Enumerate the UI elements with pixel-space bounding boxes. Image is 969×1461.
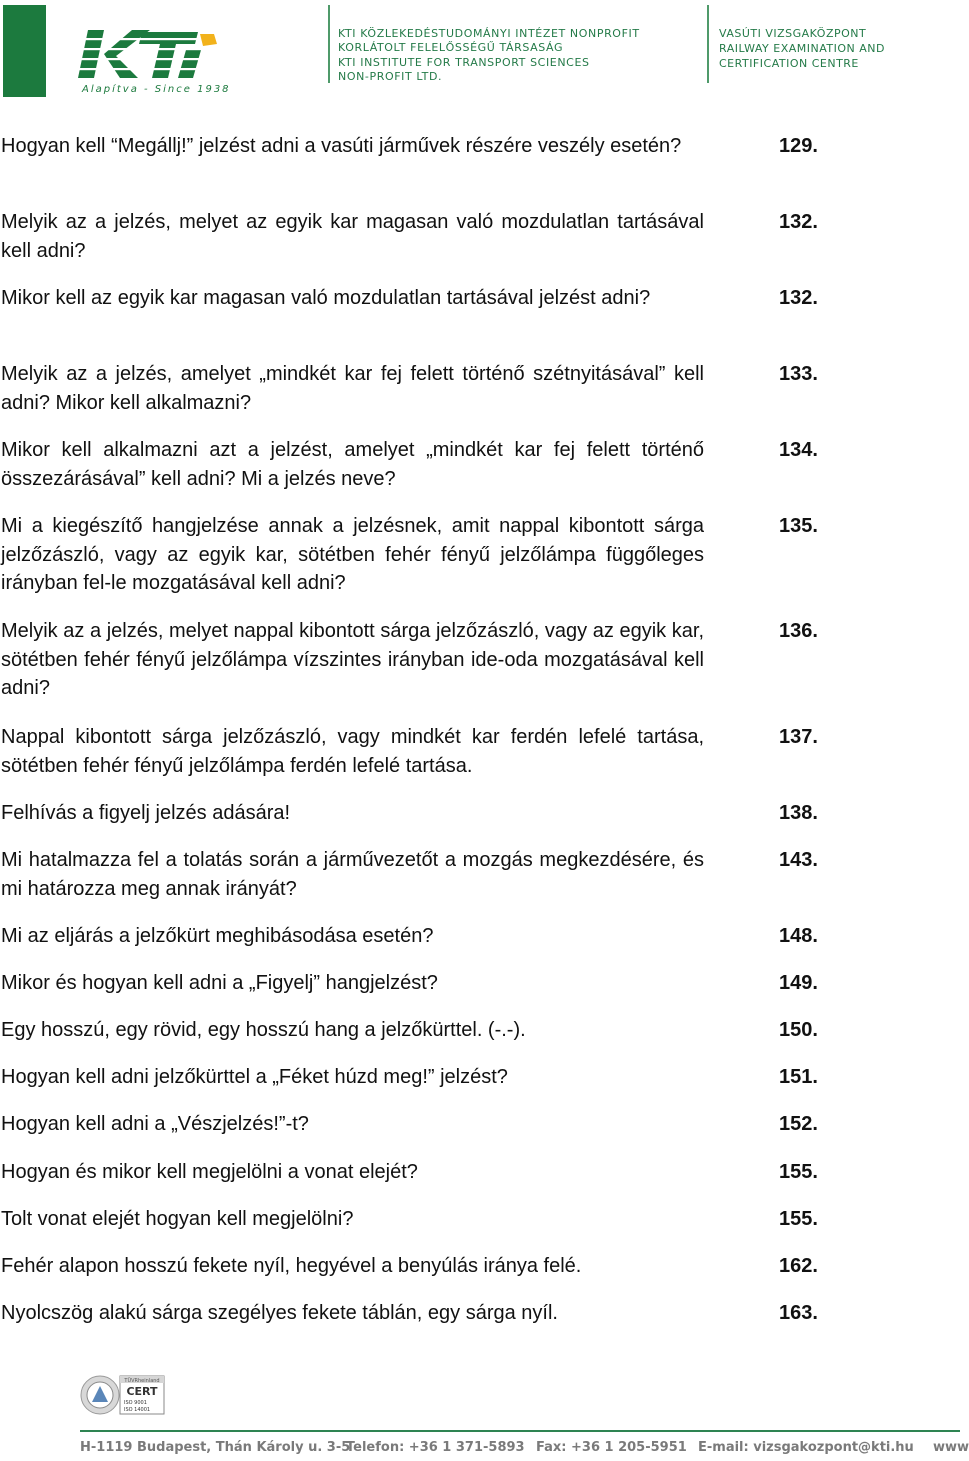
company-line: KTI KÖZLEKEDÉSTUDOMÁNYI INTÉZET NONPROFIT bbox=[338, 27, 640, 40]
footer-divider bbox=[80, 1430, 960, 1432]
footer-address: H-1119 Budapest, Thán Károly u. 3-5 bbox=[80, 1440, 351, 1455]
cert-standard: ISO 14001 bbox=[124, 1407, 151, 1413]
page-number: 133. bbox=[779, 363, 818, 385]
page-number: 150. bbox=[779, 1019, 818, 1041]
page-number: 129. bbox=[779, 135, 818, 157]
page-number: 143. bbox=[779, 849, 818, 871]
question-text: Fehér alapon hosszú fekete nyíl, hegyével a benyúlás iránya felé. bbox=[1, 1255, 582, 1277]
company-line: NON-PROFIT LTD. bbox=[338, 70, 443, 84]
page-number: 135. bbox=[779, 515, 818, 537]
question-text: Melyik az a jelzés, melyet az egyik kar magasan való mozdulatlan tartásával kell adni? bbox=[1, 211, 704, 262]
company-line: KTI INSTITUTE FOR TRANSPORT SCIENCES bbox=[338, 55, 590, 69]
footer-fax: Fax: +36 1 205-5951 bbox=[536, 1440, 687, 1455]
question-text: Tolt vonat elejét hogyan kell megjelölni? bbox=[1, 1208, 354, 1230]
page-number: 155. bbox=[779, 1161, 818, 1183]
page-number: 151. bbox=[779, 1066, 818, 1088]
question-text: Mikor kell alkalmazni azt a jelzést, amelyet „mindkét kar fej felett történő összezárásával” kell adni? Mi a jelzés neve? bbox=[1, 439, 704, 490]
page-number: 136. bbox=[779, 620, 818, 642]
question-text: Egy hosszú, egy rövid, egy hosszú hang a jelzőkürttel. (-.-). bbox=[1, 1019, 526, 1041]
centre-line: VASÚTI VIZSGAKÖZPONT bbox=[719, 27, 867, 40]
company-line: KORLÁTOLT FELELŐSSÉGŰ TÁRSASÁG bbox=[338, 41, 564, 55]
question-text: Mikor kell az egyik kar magasan való mozdulatlan tartásával jelzést adni? bbox=[1, 287, 651, 309]
question-text: Melyik az a jelzés, melyet nappal kibontott sárga jelzőzászló, vagy az egyik kar, sötétben fehér fényű jelzőlámpa vízszintes irányban ide-oda mozgatásával kell adni? bbox=[1, 620, 704, 699]
letterhead bbox=[0, 0, 960, 110]
question-text: Mi az eljárás a jelzőkürt meghibásodása esetén? bbox=[1, 925, 434, 947]
question-text: Mi hatalmazza fel a tolatás során a járművezetőt a mozgás megkezdésére, és mi határozza meg annak irányát? bbox=[1, 849, 704, 900]
page-number: 163. bbox=[779, 1302, 818, 1324]
page-number: 138. bbox=[779, 802, 818, 824]
question-text: Hogyan kell adni a „Vészjelzés!”-t? bbox=[1, 1113, 309, 1135]
page-number: 137. bbox=[779, 726, 818, 748]
centre-name-block bbox=[719, 26, 885, 71]
cert-issuer: TÜVRheinland bbox=[124, 1378, 160, 1384]
question-text: Hogyan kell adni jelzőkürttel a „Féket húzd meg!” jelzést? bbox=[1, 1066, 508, 1088]
question-text: Mikor és hogyan kell adni a „Figyelj” hangjelzést? bbox=[1, 972, 438, 994]
centre-line: RAILWAY EXAMINATION AND bbox=[719, 42, 885, 55]
header-divider bbox=[707, 5, 709, 83]
page-number: 134. bbox=[779, 439, 818, 461]
page-number: 155. bbox=[779, 1208, 818, 1230]
kti-logo bbox=[80, 28, 222, 84]
question-text: Hogyan és mikor kell megjelölni a vonat elejét? bbox=[1, 1161, 418, 1183]
question-text: Felhívás a figyelj jelzés adására! bbox=[1, 802, 291, 824]
page-number: 132. bbox=[779, 211, 818, 233]
page-number: 149. bbox=[779, 972, 818, 994]
cert-standard: ISO 9001 bbox=[124, 1400, 147, 1406]
question-text: Nyolcszög alakú sárga szegélyes fekete táblán, egy sárga nyíl. bbox=[1, 1302, 558, 1324]
page-number: 162. bbox=[779, 1255, 818, 1277]
logo-green-bar bbox=[3, 5, 46, 97]
cert-label: CERT bbox=[126, 1385, 158, 1398]
question-text: Hogyan kell “Megállj!” jelzést adni a vasúti járművek részére veszély esetén? bbox=[1, 135, 682, 157]
question-text: Melyik az a jelzés, amelyet „mindkét kar fej felett történő szétnyitásával” kell adni? Mikor kell alkalmazni? bbox=[1, 363, 704, 414]
header-divider bbox=[328, 5, 330, 83]
page-number: 148. bbox=[779, 925, 818, 947]
question-text: Mi a kiegészítő hangjelzése annak a jelzésnek, amit nappal kibontott sárga jelzőzászló, vagy az egyik kar, sötétben fehér fényű jelzőlámpa függőleges irányban fel-le mozgatásával kell adni? bbox=[1, 515, 704, 594]
page-number: 152. bbox=[779, 1113, 818, 1135]
tuv-cert-badge bbox=[80, 1374, 166, 1416]
footer-email[interactable]: E-mail: vizsgakozpont@kti.hu bbox=[698, 1440, 914, 1455]
footer-phone: Telefon: +36 1 371-5893 bbox=[346, 1440, 525, 1455]
question-text: Nappal kibontott sárga jelzőzászló, vagy mindkét kar ferdén lefelé tartása, sötétben fehér fényű jelzőlámpa ferdén lefelé tartása. bbox=[1, 726, 704, 777]
footer-web[interactable]: www bbox=[933, 1440, 969, 1455]
centre-line: CERTIFICATION CENTRE bbox=[719, 57, 859, 70]
logo-tagline: Alapítva - Since 1938 bbox=[82, 84, 231, 95]
company-name-block bbox=[338, 27, 640, 85]
page-number: 132. bbox=[779, 287, 818, 309]
